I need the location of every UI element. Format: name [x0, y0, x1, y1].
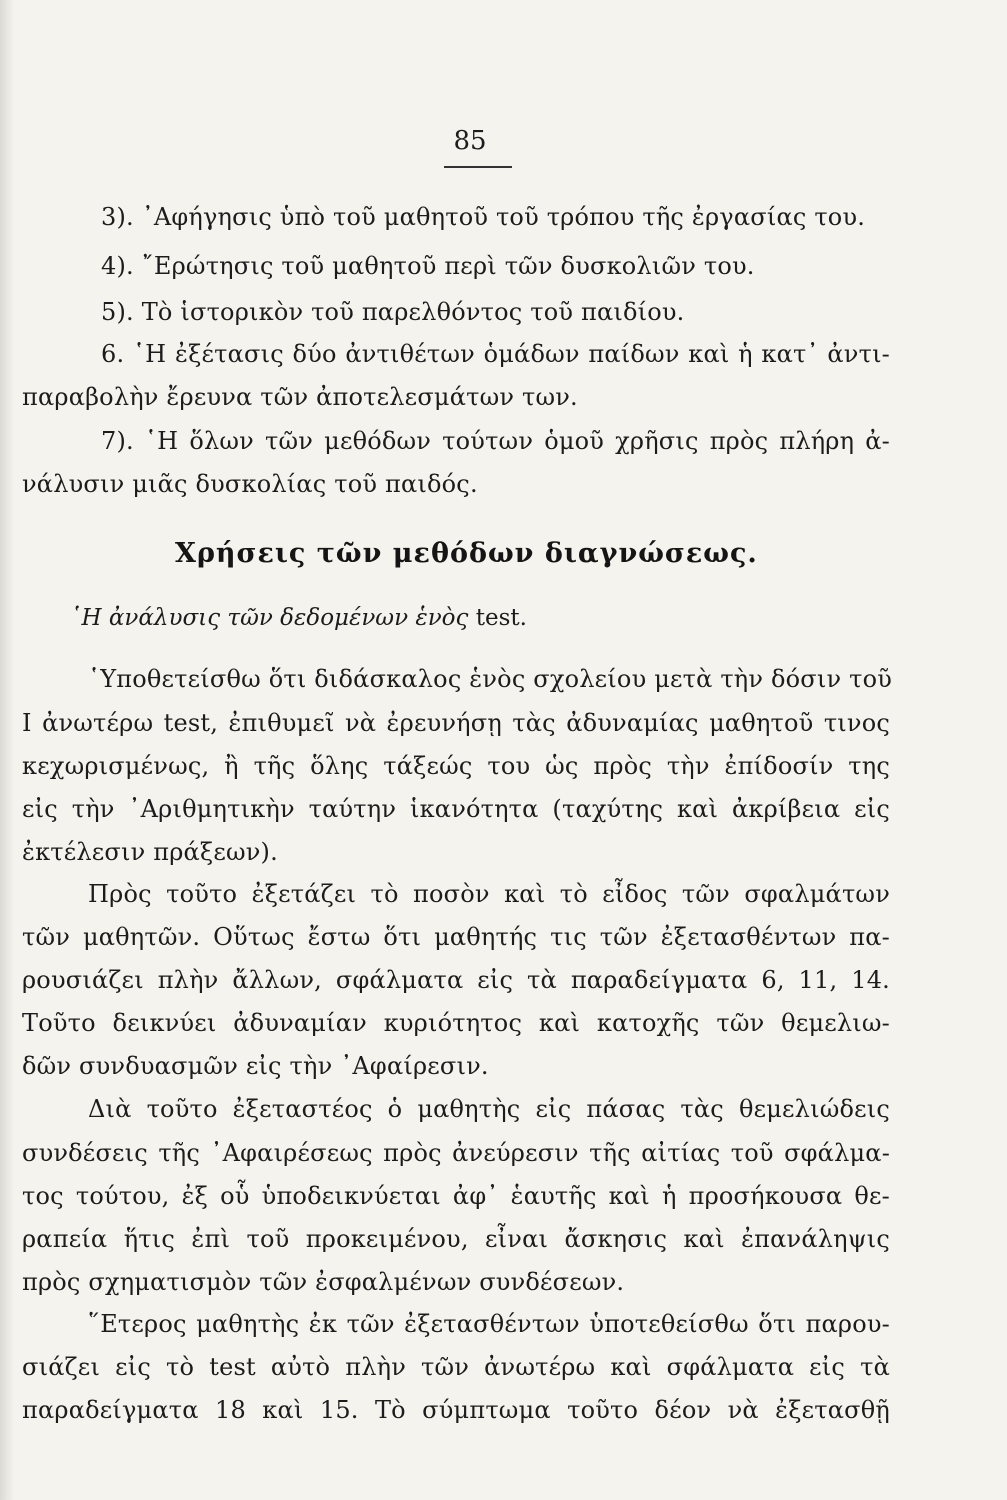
- para2-line-2: τῶν μαθητῶν. Οὕτως ἔστω ὅτι μαθητής τις τῶν ἐξετασθέντων πα-: [22, 923, 890, 951]
- para2-line-3: ρουσιάζει πλὴν ἄλλων, σφάλματα εἰς τὰ παραδείγματα 6, 11, 14.: [22, 966, 890, 994]
- para3-line-4: ραπεία ἥτις ἐπὶ τοῦ προκειμένου, εἶναι ἄσκησις καὶ ἐπανάληψις: [22, 1225, 890, 1253]
- item-4-line: 4). ῎Ερώτησις τοῦ μαθητοῦ περὶ τῶν δυσκολιῶν του.: [101, 252, 755, 280]
- page-number: 85: [453, 126, 487, 156]
- para3-line-5: πρὸς σχηματισμὸν τῶν ἐσφαλμένων συνδέσεων.: [22, 1268, 625, 1296]
- item-3-line: 3). ᾿Αφήγησις ὑπὸ τοῦ μαθητοῦ τοῦ τρόπου τῆς ἐργασίας του.: [101, 203, 866, 231]
- para4-line-2: σιάζει εἰς τὸ test αὐτὸ πλὴν τῶν ἀνωτέρω καὶ σφάλματα εἰς τὰ: [22, 1353, 890, 1381]
- page-edge-shadow: [0, 0, 14, 1500]
- para3-line-2: συνδέσεις τῆς ᾿Αφαιρέσεως πρὸς ἀνεύρεσιν τῆς αἰτίας τοῦ σφάλμα-: [22, 1139, 890, 1167]
- page-number-rule: [444, 166, 512, 168]
- para2-line-4: Τοῦτο δεικνύει ἀδυναμίαν κυριότητος καὶ κατοχῆς τῶν θεμελιω-: [22, 1009, 890, 1037]
- item-7-line-1: 7). ῾Η ὅλων τῶν μεθόδων τούτων ὁμοῦ χρῆσις πρὸς πλήρη ἀ-: [101, 427, 890, 455]
- para1-line-1: ῾Υποθετείσθω ὅτι διδάσκαλος ἑνὸς σχολείου μετὰ τὴν δόσιν τοῦ: [88, 665, 893, 693]
- subheading-test: test.: [475, 605, 527, 631]
- para1-line-2: Ι ἀνωτέρω test, ἐπιθυμεῖ νὰ ἐρευνήσῃ τὰς ἀδυναμίας μαθητοῦ τινος: [22, 709, 890, 737]
- section-heading: Χρήσεις τῶν μεθόδων διαγνώσεως.: [175, 538, 758, 569]
- para3-line-3: τος τούτου, ἐξ οὗ ὑποδεικνύεται ἀφ᾿ ἑαυτῆς καὶ ἡ προσήκουσα θε-: [22, 1182, 890, 1210]
- section-subheading: [70, 605, 527, 631]
- subheading-greek: ῾Η ἀνάλυσις τῶν δεδομένων ἑνὸς: [70, 605, 476, 631]
- para1-line-3: κεχωρισμένως, ἢ τῆς ὅλης τάξεώς του ὡς πρὸς τὴν ἐπίδοσίν της: [22, 752, 890, 780]
- para4-line-1: ῞Ετερος μαθητὴς ἐκ τῶν ἐξετασθέντων ὑποτεθείσθω ὅτι παρου-: [88, 1310, 890, 1338]
- para3-line-1: Διὰ τοῦτο ἐξεταστέος ὁ μαθητὴς εἰς πάσας τὰς θεμελιώδεις: [88, 1095, 890, 1123]
- para1-line-5: ἐκτέλεσιν πράξεων).: [22, 838, 278, 866]
- item-6-line-2: παραβολὴν ἔρευνα τῶν ἀποτελεσμάτων των.: [22, 383, 578, 411]
- para4-line-3: παραδείγματα 18 καὶ 15. Τὸ σύμπτωμα τοῦτο δέον νὰ ἐξετασθῇ: [22, 1396, 890, 1424]
- para1-line-4: εἰς τὴν ᾿Αριθμητικὴν ταύτην ἱκανότητα (ταχύτης καὶ ἀκρίβεια εἰς: [22, 795, 890, 823]
- item-7-line-2: νάλυσιν μιᾶς δυσκολίας τοῦ παιδός.: [22, 470, 478, 498]
- para2-line-5: δῶν συνδυασμῶν εἰς τὴν ᾿Αφαίρεσιν.: [22, 1052, 489, 1080]
- para2-line-1: Πρὸς τοῦτο ἐξετάζει τὸ ποσὸν καὶ τὸ εἶδος τῶν σφαλμάτων: [88, 880, 890, 908]
- item-5-line: 5). Τὸ ἱστορικὸν τοῦ παρελθόντος τοῦ παιδίου.: [101, 298, 685, 326]
- item-6-line-1: 6. ῾Η ἐξέτασις δύο ἀντιθέτων ὁμάδων παίδων καὶ ἡ κατ᾿ ἀντι-: [101, 340, 890, 368]
